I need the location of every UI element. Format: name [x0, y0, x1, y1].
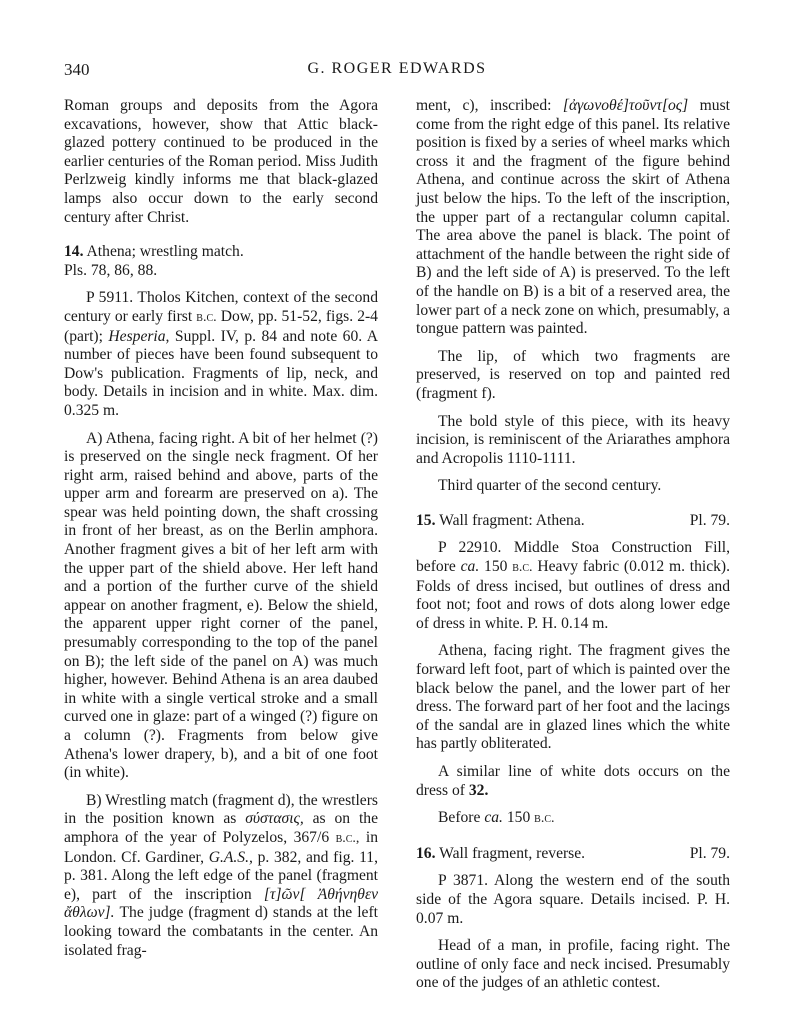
page-number: 340: [64, 60, 90, 79]
entry-14-plates: Pls. 78, 86, 88.: [64, 261, 158, 279]
entry-16-description: Head of a man, in profile, facing right. The outline of only face and neck incised. Presumably one of the judges of an athletic contest.: [416, 937, 730, 992]
entry-14-style: The bold style of this piece, with its heavy incision, is reminiscent of the Ariarathes amphora and Acropolis 1110-1111.: [416, 412, 730, 467]
entry-title: Athena; wrestling match.: [86, 243, 244, 261]
entry-15-catalogue: P 22910. Middle Stoa Construction Fill, before ca. 150 b.c. Heavy fabric (0.012 m. thick). Folds of dress incised, but outlines of dress and foot not; foot and rows of dots along lower edge of dress in white. P. H. 0.14 m.: [416, 539, 731, 632]
page-header: [64, 60, 730, 84]
entry-number: 14.: [64, 243, 84, 261]
entry-14-date: Third quarter of the second century.: [438, 477, 662, 495]
intro-paragraph: Roman groups and deposits from the Agora excavations, however, show that Attic black-glazed pottery continued to be produced in the earlier centuries of the Roman period. Miss Judith Perlzweig kindly informs me that black-glazed lamps also occur down to the early second century after Christ.: [64, 97, 378, 226]
entry-14-heading: [64, 243, 378, 262]
entry-title: Wall fragment: Athena.: [439, 511, 585, 529]
running-head: G. ROGER EDWARDS: [307, 60, 487, 77]
right-column: [416, 97, 730, 993]
entry-title: Wall fragment, reverse.: [439, 844, 586, 862]
entry-14-side-b: B) Wrestling match (fragment d), the wrestlers in the position known as σύστασις, as on the amphora of the year of Polyzelos, 367/6 b.c., in London. Cf. Gardiner, G.A.S., p. 382, and fig. 11, p. 381. Along the left edge of the panel (fragment e), part of the inscription [τ]ῶν[ Ἀθήνηθεν ἄθλων]. The judge (fragment d) stands at the left looking toward the combatants in the center. An isolated frag-: [64, 791, 379, 959]
entry-15-date: Before ca. 150 b.c.: [438, 809, 555, 827]
entry-number: 16.: [416, 844, 436, 862]
entry-16-catalogue: P 3871. Along the western end of the south side of the Agora square. Details incised. P. H. 0.07 m.: [416, 872, 730, 927]
entry-14-lip: The lip, of which two fragments are preserved, is reserved on top and painted red (fragment f).: [416, 347, 730, 402]
entry-15-similar: A similar line of white dots occurs on the dress of 32.: [416, 763, 730, 799]
entry-14-continuation: ment, c), inscribed: [ἀγωνοθέ]τοῦντ[ος] must come from the right edge of this panel. Its relative position is fixed by a series of wheel marks which cross it and the fragment of the figure behind Athena, and continue across the skirt of Athena just below the hips. To the left of the inscription, the upper part of a rectangular column capital. The area above the panel is black. The point of attachment of the handle between the right side of B) and the left side of A) is preserved. To the left of the handle on B) is a bit of a reserved area, the lower part of a neck zone on which, presumably, a tongue pattern was painted.: [416, 97, 730, 338]
entry-16-plate: Pl. 79.: [689, 844, 730, 862]
left-column: [64, 97, 378, 960]
entry-number: 15.: [416, 511, 436, 529]
entry-14-side-a: A) Athena, facing right. A bit of her helmet (?) is preserved on the single neck fragment. Of her right arm, raised behind and above, parts of the upper arm and forearm are preserved on a). The spear was held pointing down, the shaft crossing in front of her breast, as on the Berlin amphora. Another fragment gives a bit of her left arm with the upper part of the shield above. Her left hand and a portion of the further curve of the shield appear on another fragment, e). Below the shield, the apparent upper right corner of the panel, presumably corresponding to the top of the panel on B); the left side of the panel on A) was much higher, however. Behind Athena is an area daubed in white with a single vertical stroke and a small curved one in glaze: part of a winged (?) figure on a column (?). Fragments from below give Athena's lower drapery, b), and a bit of one foot (in white).: [64, 429, 378, 782]
entry-15-plate: Pl. 79.: [689, 511, 730, 529]
entry-16-heading: [416, 845, 730, 864]
entry-15-heading: [416, 512, 730, 531]
entry-14-catalogue: P 5911. Tholos Kitchen, context of the second century or early first b.c. Dow, pp. 51-52, figs. 2-4 (part); Hesperia, Suppl. IV, p. 84 and note 60. A number of pieces have been found subsequent to Dow's publication. Fragments of lip, neck, and body. Details in incision and in white. Max. dim. 0.325 m.: [64, 289, 378, 419]
entry-15-description: Athena, facing right. The fragment gives the forward left foot, part of which is painted over the black below the panel, and the lower part of her dress. The forward part of her foot and the lacings of the sandal are in glazed lines which the white has partly obliterated.: [416, 642, 730, 753]
